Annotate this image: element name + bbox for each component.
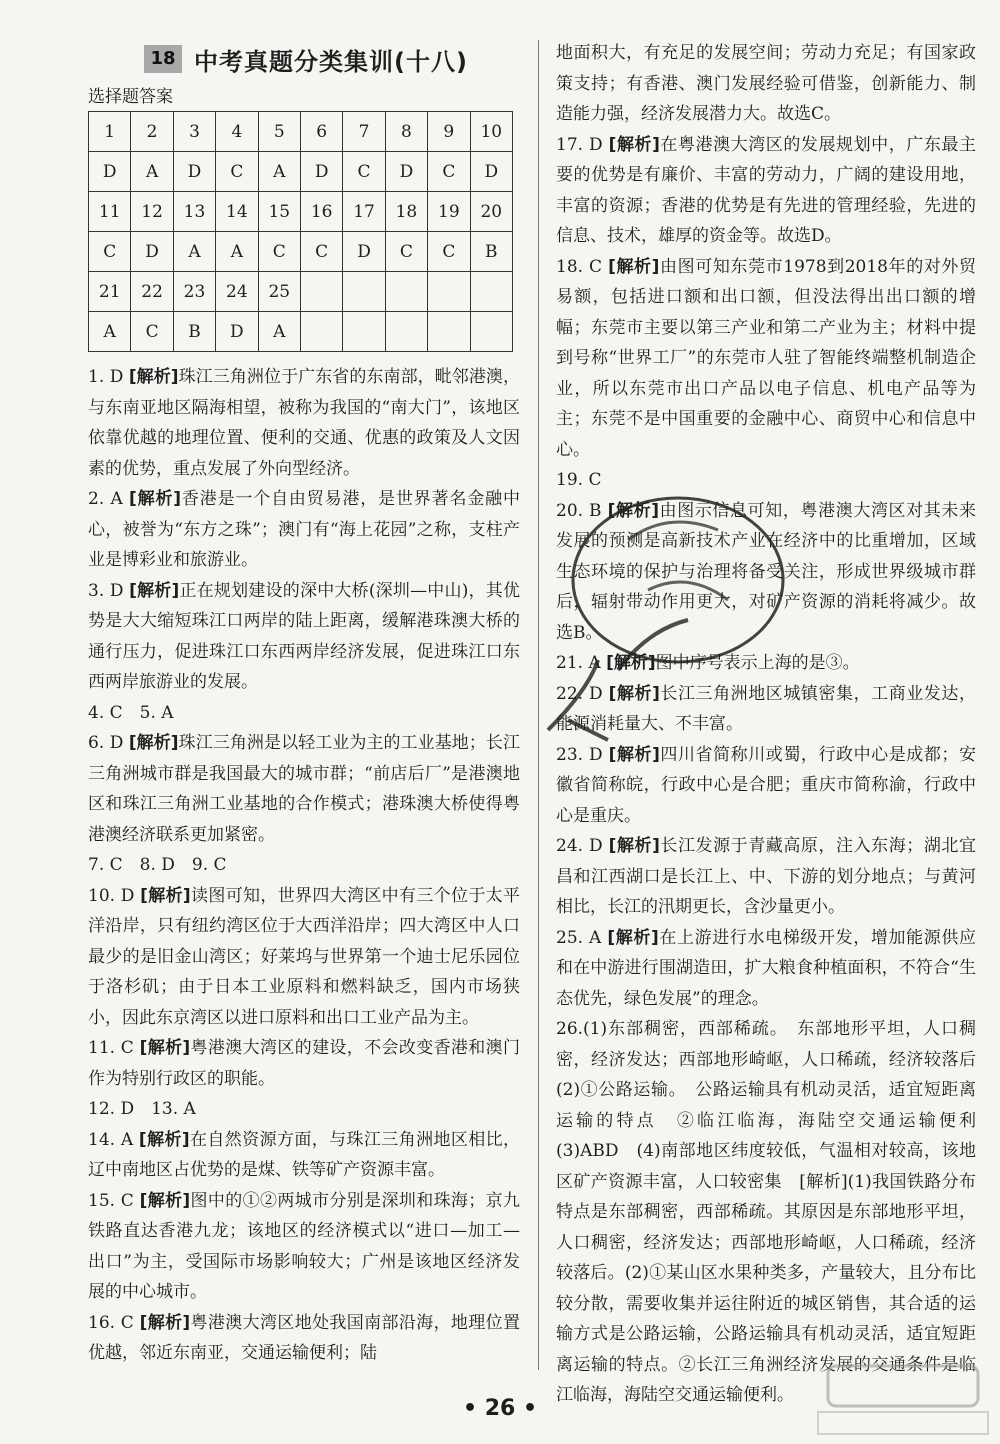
- answer-table-cell: B: [173, 312, 215, 352]
- item-text: 在自然资源方面，与珠江三角洲地区相比，辽中南地区占优势的是煤、铁等矿产资源丰富。: [88, 1129, 521, 1180]
- item-text: 粤港澳大湾区地处我国南部沿海，地理位置优越，邻近东南亚，交通运输便利；陆: [88, 1312, 521, 1363]
- page-number: • 26 •: [462, 1396, 538, 1421]
- answer-table-number-row: [89, 192, 513, 232]
- answer-table-cell: 3: [173, 112, 215, 152]
- answer-table-cell: A: [216, 232, 258, 272]
- item-text: 由图示信息可知，粤港澳大湾区对其未来发展的预测是高新技术产业在经济中的比重增加，区域生态环境的保护与治理将备受关注，形成世界级城市群后，辐射带动作用更大，对矿产资源的消耗将减少。故选B。: [556, 500, 977, 643]
- answer-table-cell: A: [131, 152, 173, 192]
- answer-table: [88, 111, 513, 352]
- analysis-tag: [解析]: [129, 580, 180, 601]
- answer-table-cell: 15: [258, 192, 300, 232]
- answer-table-cell: 14: [216, 192, 258, 232]
- answer-table-cell: [300, 312, 342, 352]
- answer-table-cell: [385, 272, 427, 312]
- answer-table-cell: C: [131, 312, 173, 352]
- explanation-item: [88, 576, 520, 698]
- item-number: 19. C: [556, 470, 602, 490]
- explanation-item: [88, 850, 520, 881]
- answer-table-cell: 10: [470, 112, 512, 152]
- item-text: 图中序号表示上海的是③。: [655, 653, 860, 673]
- item-text: 长江三角洲地区城镇密集，工商业发达，能源消耗量大、不丰富。: [556, 683, 976, 734]
- answer-table-cell: C: [385, 232, 427, 272]
- item-number: 7. C 8. D 9. C: [88, 855, 227, 875]
- answer-table-cell: D: [470, 152, 512, 192]
- explanation-item: [88, 484, 520, 576]
- explanation-item: [556, 1014, 993, 1411]
- answer-table-cell: 5: [258, 112, 300, 152]
- explanation-item: [556, 923, 976, 1015]
- answer-table-cell: 9: [428, 112, 470, 152]
- item-text: 粤港澳大湾区的建设，不会改变香港和澳门作为特别行政区的职能。: [88, 1038, 521, 1089]
- answer-table-label: 选择题答案: [88, 87, 173, 107]
- explanation-item: [88, 1125, 520, 1186]
- analysis-tag: [解析]: [139, 1190, 191, 1211]
- answer-table-cell: [470, 312, 512, 352]
- analysis-tag: [解析]: [128, 733, 179, 753]
- answer-table-cell: 1: [89, 112, 131, 152]
- answer-table-cell: C: [428, 232, 470, 272]
- item-number: 2. A: [88, 489, 123, 509]
- item-text: 正在规划建设的深中大桥(深圳—中山)，其优势是大大缩短珠江口两岸的陆上距离，缓解港珠澳大桥的通行压力，促进珠江口东西两岸经济发展，促进珠江口东西两岸旅游业的发展。: [88, 580, 521, 692]
- item-text: 在粤港澳大湾区的发展规划中，广东最主要的优势是有廉价、丰富的劳动力，广阔的建设用地，丰富的资源；香港的优势是有先进的管理经验，先进的信息、技术，雄厚的资金等。故选D。: [556, 134, 976, 246]
- item-number: 23. D: [556, 744, 603, 765]
- explanation-item: [556, 465, 976, 496]
- answer-table-cell: D: [385, 152, 427, 192]
- answer-table-cell: 17: [343, 192, 385, 232]
- explanation-item: [88, 728, 520, 850]
- item-number: 20. B: [556, 500, 602, 521]
- item-number: 24. D: [556, 836, 603, 856]
- analysis-tag: [解析]: [607, 927, 659, 948]
- analysis-tag: [解析]: [608, 836, 660, 856]
- left-column: [88, 38, 520, 1369]
- answer-table-cell: D: [216, 312, 258, 352]
- corner-watermark-logo: [808, 1362, 993, 1440]
- item-text: 在上游进行水电梯级开发，增加能源供应和在中游进行围湖造田，扩大粮食种植面积，不符合“生态优先，绿色发展”的理念。: [556, 927, 977, 1009]
- answer-table-cell: D: [89, 152, 131, 192]
- answer-table-cell: 6: [300, 112, 342, 152]
- answer-table-cell: C: [89, 232, 131, 272]
- analysis-tag: [解析]: [607, 500, 659, 521]
- answer-table-cell: D: [300, 152, 342, 192]
- answer-table-cell: 21: [89, 272, 131, 312]
- explanation-item: [88, 1186, 520, 1308]
- item-number: 21. A: [556, 653, 601, 673]
- answer-table-cell: 22: [131, 272, 173, 312]
- answer-table-cell: 12: [131, 192, 173, 232]
- item-text: 长江发源于青藏高原，注入东海；湖北宜昌和江西湖口是长江上、中、下游的划分地点；与黄河相比，长江的汛期更长，含沙量更小。: [556, 836, 976, 917]
- explanation-item: [88, 698, 520, 729]
- explanation-item: [556, 648, 976, 679]
- item-text: 图中的①②两城市分别是深圳和珠海；京九铁路直达香港九龙；该地区的经济模式以“进口—加工—出口”为主，受国际市场影响较大；广州是该地区经济发展的中心城市。: [88, 1190, 521, 1302]
- item-text: 由图可知东莞市1978到2018年的对外贸易额，包括进口额和出口额，但没法得出出口额的增幅；东莞市主要以第三产业和第二产业为主；材料中提到号称“世界工厂”的东莞市人驻了智能终端整机制造企业，所以东莞市出口产品以电子信息、机电产品等为主；东莞不是中国重要的金融中心、商贸中心和信息中心。: [556, 256, 977, 460]
- answer-table-cell: [385, 312, 427, 352]
- item-text: 读图可知，世界四大湾区中有三个位于太平洋沿岸，只有纽约湾区位于大西洋沿岸；四大湾区中人口最少的是旧金山湾区；好莱坞与世界第一个迪士尼乐园位于洛杉矶；由于日本工业原料和燃料缺乏，国内市场狭小，因此东京湾区以进口原料和出口工业产品为主。: [88, 885, 521, 1028]
- answer-table-answer-row: [89, 312, 513, 352]
- item-text: 四川省简称川或蜀，行政中心是成都；安徽省简称皖，行政中心是合肥；重庆市简称渝，行政中心是重庆。: [556, 744, 976, 826]
- item-number: 15. C: [88, 1190, 134, 1211]
- answer-table-cell: D: [173, 152, 215, 192]
- analysis-tag: [解析]: [606, 653, 656, 673]
- right-column: [556, 38, 993, 1411]
- answer-table-cell: 19: [428, 192, 470, 232]
- item-number: 26.: [556, 1019, 584, 1039]
- answer-table-cell: [470, 272, 512, 312]
- answer-table-cell: D: [131, 232, 173, 272]
- page-title: 中考真题分类集训(十八): [194, 47, 468, 76]
- analysis-tag: [解析]: [139, 1312, 191, 1333]
- answer-table-cell: 7: [343, 112, 385, 152]
- explanation-item: [556, 496, 976, 649]
- item-number: 14. A: [88, 1129, 134, 1150]
- item-number: 3. D: [88, 580, 124, 601]
- explanation-item: [88, 1033, 520, 1094]
- answer-table-cell: A: [89, 312, 131, 352]
- answer-table-cell: 18: [385, 192, 427, 232]
- answer-table-cell: [428, 312, 470, 352]
- analysis-tag: [解析]: [128, 367, 179, 387]
- item-text: 香港是一个自由贸易港，是世界著名金融中心，被誉为“东方之珠”；澳门有“海上花园”之称，支柱产业是博彩业和旅游业。: [88, 489, 521, 570]
- explanation-item: [556, 831, 976, 923]
- analysis-tag: [解析]: [608, 134, 660, 155]
- item-number: 16. C: [88, 1312, 134, 1333]
- answer-table-cell: 20: [470, 192, 512, 232]
- answer-table-cell: 2: [131, 112, 173, 152]
- explanation-item: [556, 130, 976, 252]
- explanation-item: [88, 881, 520, 1034]
- analysis-tag: [解析]: [608, 256, 660, 277]
- unit-number-badge: 18: [144, 45, 182, 73]
- analysis-tag: [解析]: [608, 744, 660, 765]
- answer-table-cell: [300, 272, 342, 312]
- explanation-item: [88, 1308, 520, 1369]
- explanation-item: [556, 252, 976, 466]
- answer-table-cell: [343, 272, 385, 312]
- answer-table-cell: C: [216, 152, 258, 192]
- answer-table-cell: [343, 312, 385, 352]
- answer-table-cell: [428, 272, 470, 312]
- answer-table-number-row: [89, 112, 513, 152]
- explanation-item: [88, 362, 520, 484]
- left-explanations: [88, 362, 520, 1369]
- answer-table-cell: 11: [89, 192, 131, 232]
- explanation-item: [556, 38, 976, 130]
- answer-table-cell: 23: [173, 272, 215, 312]
- item-text: 地面积大，有充足的发展空间；劳动力充足；有国家政策支持；有香港、澳门发展经验可借鉴，创新能力、制造能力强，经济发展潜力大。故选C。: [556, 43, 976, 124]
- item-number: 12. D 13. A: [88, 1099, 196, 1119]
- answer-table-cell: 16: [300, 192, 342, 232]
- answer-table-cell: 8: [385, 112, 427, 152]
- answer-table-cell: A: [258, 312, 300, 352]
- answer-table-cell: C: [300, 232, 342, 272]
- analysis-tag: [解析]: [608, 683, 660, 704]
- answer-table-answer-row: [89, 152, 513, 192]
- answer-table-cell: A: [258, 152, 300, 192]
- answer-table-cell: C: [343, 152, 385, 192]
- answer-table-cell: 25: [258, 272, 300, 312]
- answer-table-cell: B: [470, 232, 512, 272]
- item-number: 4. C 5. A: [88, 702, 174, 723]
- answer-table-cell: 13: [173, 192, 215, 232]
- item-text: 珠江三角洲是以轻工业为主的工业基地；长江三角洲城市群是我国最大的城市群；“前店后厂”是港澳地区和珠江三角洲工业基地的合作模式；港珠澳大桥使得粤港澳经济联系更加紧密。: [88, 733, 521, 845]
- analysis-tag: [解析]: [138, 1129, 190, 1150]
- item-text: (1)东部稠密，西部稀疏。 东部地形平坦，人口稠密，经济发达；西部地形崎岖，人口稀疏，经济较落后 (2)①公路运输。 公路运输具有机动灵活，适宜短距离运输的特点 ②临江临海，海陆空交通运输便利 (3)ABD (4)南部地区纬度较低，气温相对较高，该地区矿产资源丰富，人口较密集 [解析](1)我国铁路分布特点是东部稠密，西部稀疏。其原因是东部地形平坦，人口稠密，经济发达；西部地形崎岖，人口稀疏，经济较落后。(2)①某山区水果种类多，产量较大，且分布比较分散，需要收集并运往附近的城区销售，其合适的运输方式是公路运输，公路运输具有机动灵活，适宜短距离运输的特点。②长江三角洲经济发展的交通条件是临江临海，海陆空交通运输便利。: [556, 1019, 993, 1405]
- answer-table-cell: C: [258, 232, 300, 272]
- answer-table-cell: A: [173, 232, 215, 272]
- item-number: 1. D: [88, 367, 124, 387]
- answer-table-answer-row: [89, 232, 513, 272]
- answer-table-cell: 24: [216, 272, 258, 312]
- answer-table-cell: C: [428, 152, 470, 192]
- item-number: 17. D: [556, 134, 603, 155]
- section-header: [88, 38, 520, 80]
- analysis-tag: [解析]: [139, 1038, 191, 1058]
- item-number: 6. D: [88, 733, 124, 753]
- explanation-item: [556, 679, 976, 740]
- analysis-tag: [解析]: [140, 885, 191, 906]
- item-number: 22. D: [556, 683, 603, 704]
- analysis-tag: [解析]: [129, 489, 182, 509]
- right-explanations: [556, 38, 993, 1411]
- item-number: 18. C: [556, 256, 603, 277]
- column-divider: [538, 40, 539, 1370]
- explanation-item: [556, 740, 976, 832]
- answer-table-number-row: [89, 272, 513, 312]
- explanation-item: [88, 1094, 520, 1125]
- item-number: 25. A: [556, 927, 602, 948]
- answer-table-cell: D: [343, 232, 385, 272]
- item-number: 11. C: [88, 1038, 134, 1058]
- item-text: 珠江三角洲位于广东省的东南部，毗邻港澳，与东南亚地区隔海相望，被称为我国的“南大门”，该地区依靠优越的地理位置、便利的交通、优惠的政策及人文因素的优势，重点发展了外向型经济。: [88, 367, 521, 479]
- answer-table-cell: 4: [216, 112, 258, 152]
- item-number: 10. D: [88, 885, 135, 906]
